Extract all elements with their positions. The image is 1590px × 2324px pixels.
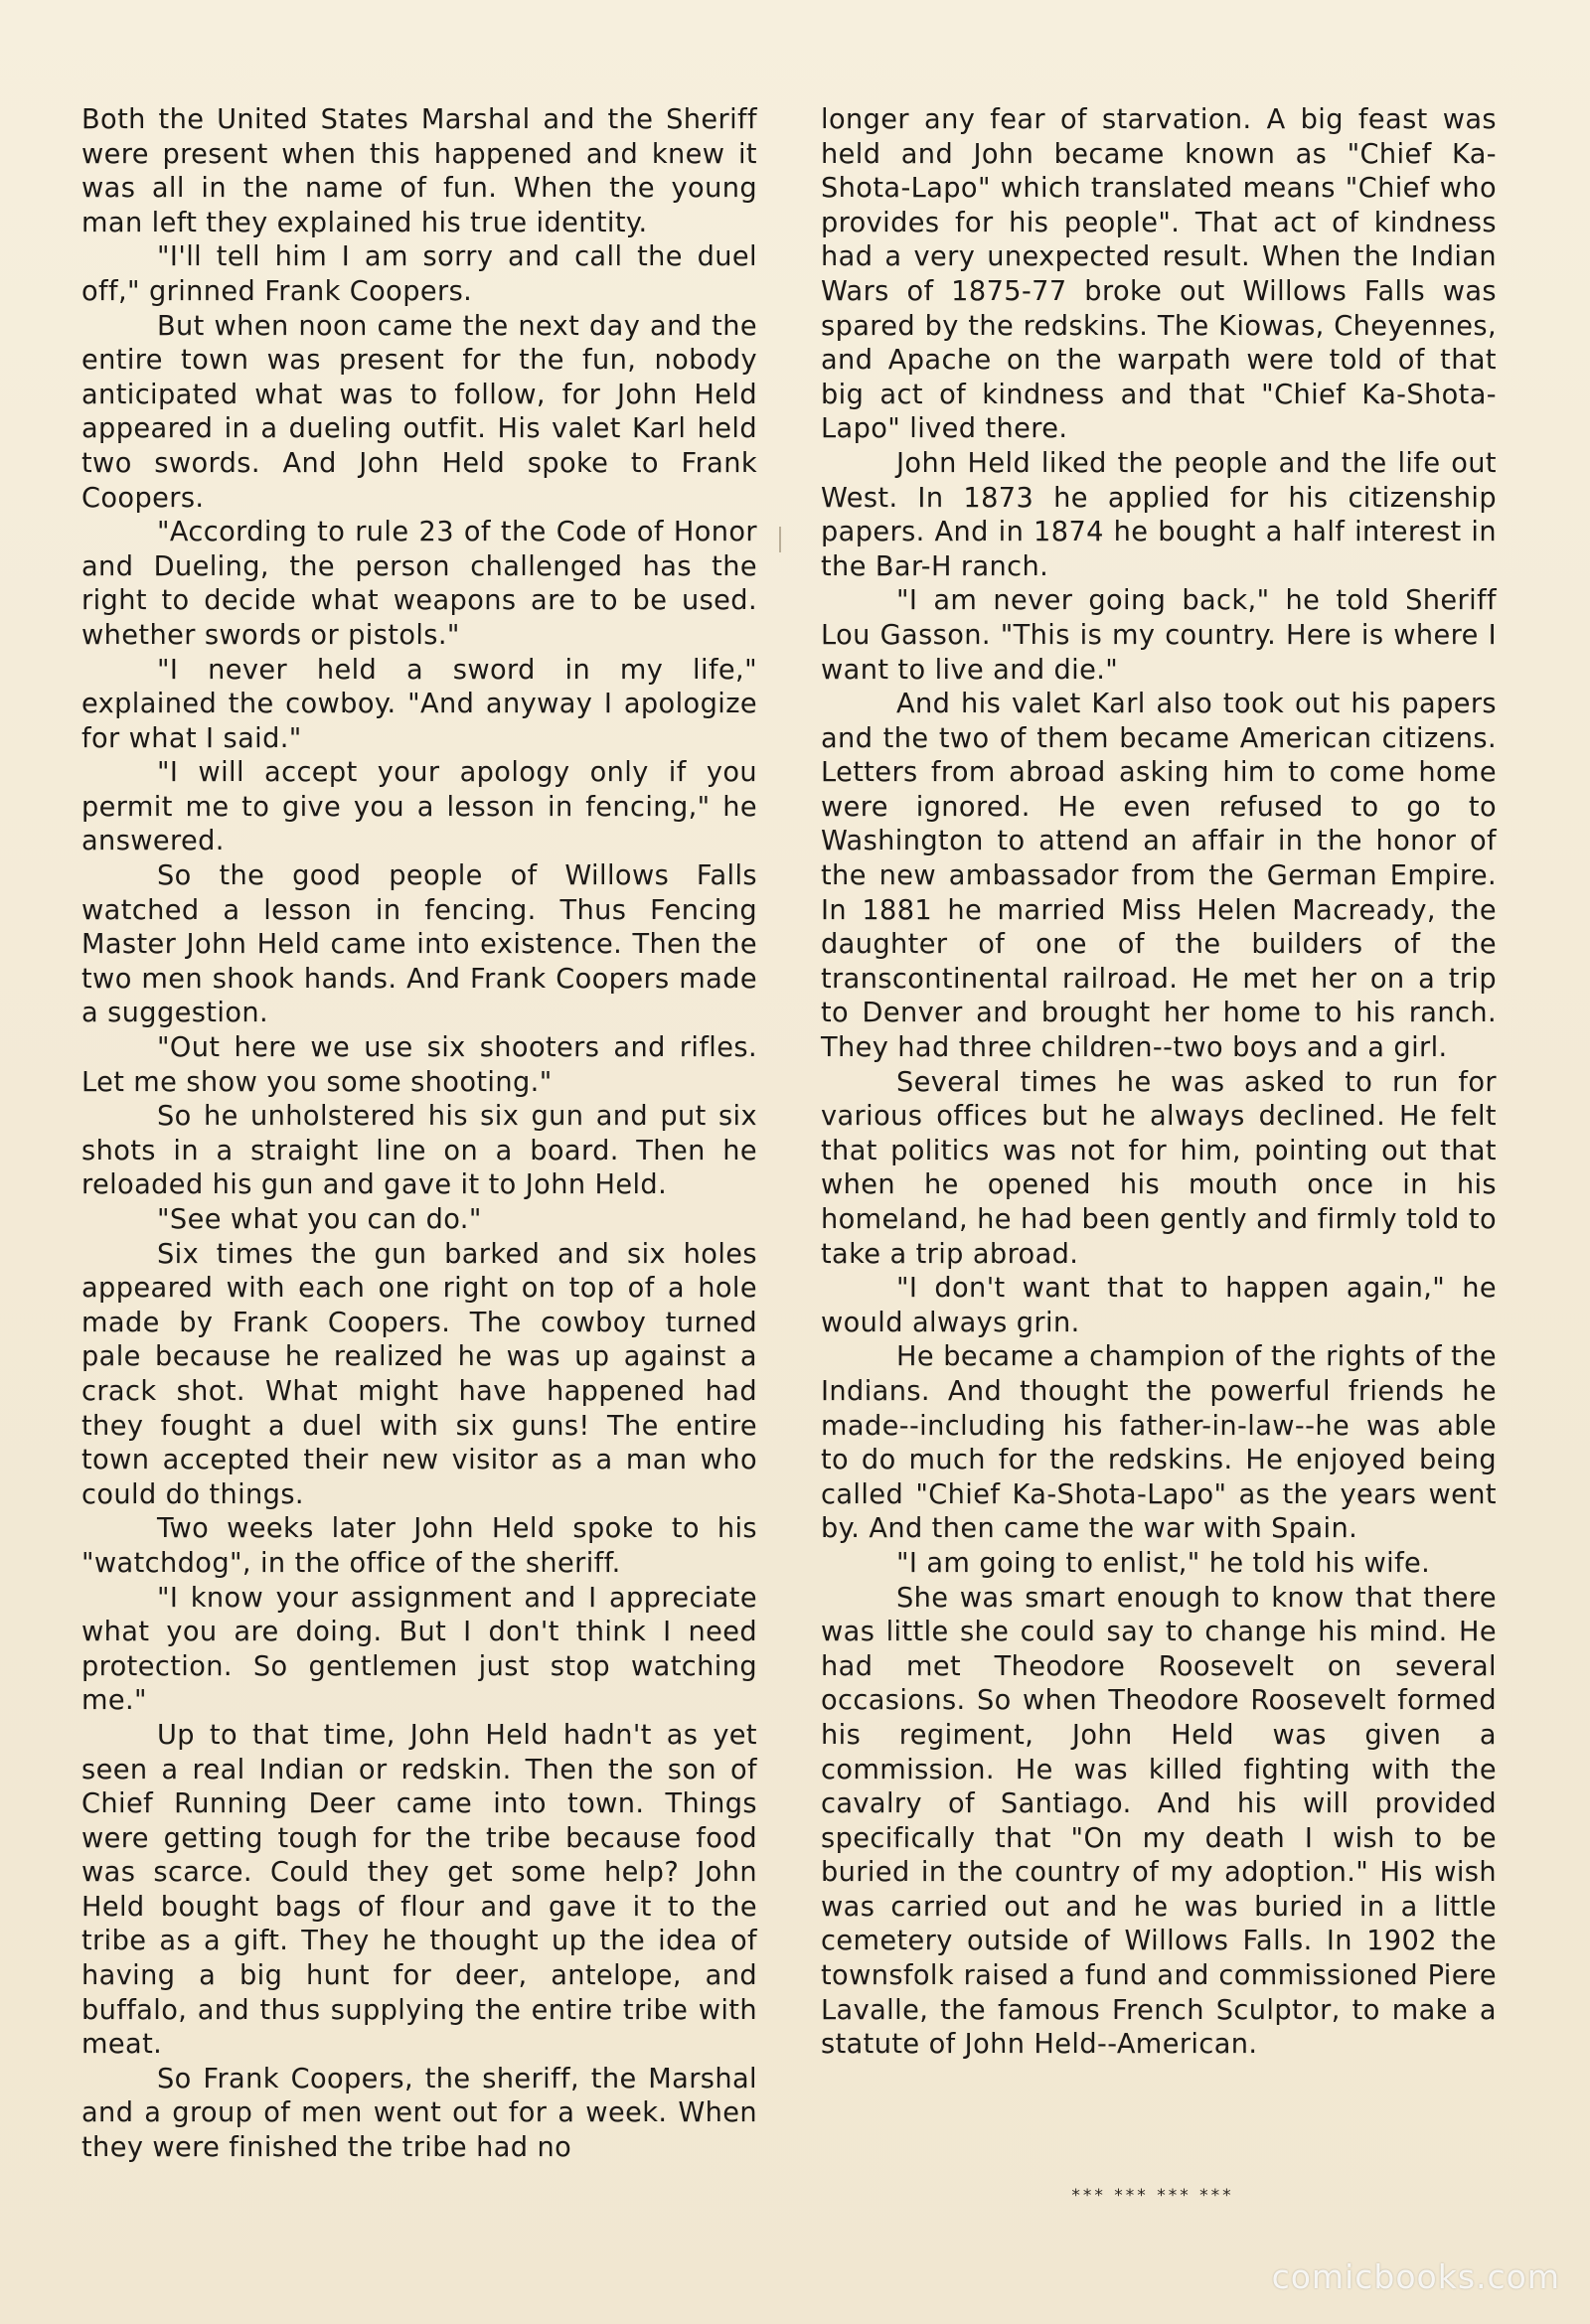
paragraph: "I am never going back," he told Sheriff Lou Gasson. "This is my country. Here is where I want to live and die."	[821, 585, 1497, 686]
paragraph: Two weeks later John Held spoke to his "watchdog", in the office of the sheriff.	[81, 1513, 757, 1579]
paragraph: But when noon came the next day and the entire town was present for the fun, nobody anticipated what was to follow, for John Held appeared in a dueling outfit. His valet Karl held two swords. And John Held spoke to Frank Coopers.	[81, 310, 757, 514]
left-text-column	[81, 103, 757, 2166]
column-divider	[779, 527, 781, 552]
paragraph: John Held liked the people and the life out West. In 1873 he applied for his citizenship papers. And in 1874 he bought a half interest in the Bar-H ranch.	[821, 447, 1497, 582]
paragraph: longer any fear of starvation. A big feast was held and John became known as "Chief Ka-Shota-Lapo" which translated means "Chief who provides for his people". That act of kindness had a very unexpected result. When the Indian Wars of 1875-77 broke out Willows Falls was spared by the redskins. The Kiowas, Cheyennes, and Apache on the warpath were told of that big act of kindness and that "Chief Ka-Shota-Lapo" lived there.	[821, 104, 1497, 445]
paragraph: So he unholstered his six gun and put six shots in a straight line on a board. Then he reloaded his gun and gave it to John Held.	[81, 1101, 757, 1201]
paragraph: "I don't want that to happen again," he would always grin.	[821, 1273, 1497, 1338]
end-of-story-mark: *** *** *** ***	[1071, 2186, 1234, 2206]
paragraph: Several times he was asked to run for various offices but he always declined. He felt that politics was not for him, pointing out that when he opened his mouth once in his homeland, he had been gently and firmly told to take a trip abroad.	[821, 1066, 1497, 1270]
paragraph: Both the United States Marshal and the Sheriff were present when this happened and knew it was all in the name of fun. When the young man left they explained his true identity.	[81, 104, 757, 238]
paragraph: "See what you can do."	[157, 1204, 482, 1235]
paragraph: She was smart enough to know that there was little she could say to change his mind. He had met Theodore Roosevelt on several occasions. So when Theodore Roosevelt formed his regiment, John Held was given a commission. He was killed fighting with the cavalry of Santiago. And his will provided specifically that "On my death I wish to be buried in the country of my adoption." His wish was carried out and he was buried in a little cemetery outside of Willows Falls. In 1902 the townsfolk raised a fund and commissioned Piere Lavalle, the famous French Sculptor, to make a statute of John Held--American.	[821, 1582, 1497, 2061]
paragraph: So the good people of Willows Falls watched a lesson in fencing. Thus Fencing Master John Held came into existence. Then the two men shook hands. And Frank Coopers made a suggestion.	[81, 860, 757, 1029]
paragraph: "I never held a sword in my life," explained the cowboy. "And anyway I apologize for what I said."	[81, 654, 757, 754]
paragraph: "I know your assignment and I appreciate what you are doing. But I don't think I need protection. So gentlemen just stop watching me."	[81, 1582, 757, 1717]
paragraph: "According to rule 23 of the Code of Honor and Dueling, the person challenged has the right to decide what weapons are to be used. whether swords or pistols."	[81, 517, 757, 651]
paragraph: And his valet Karl also took out his papers and the two of them became American citizens. Letters from abroad asking him to come home were ignored. He even refused to go to Washington to attend an affair in the honor of the new ambassador from the German Empire. In 1881 he married Miss Helen Macready, the daughter of one of the builders of the transcontinental railroad. He met her on a trip to Denver and brought her home to his ranch. They had three children--two boys and a girl.	[821, 689, 1497, 1064]
right-text-column	[821, 103, 1497, 2063]
paragraph: "I'll tell him I am sorry and call the duel off," grinned Frank Coopers.	[81, 241, 757, 307]
paragraph: He became a champion of the rights of the Indians. And thought the powerful friends he made--including his father-in-law--he was able to do much for the redskins. He enjoyed being called "Chief Ka-Shota-Lapo" as the years went by. And then came the war with Spain.	[821, 1341, 1497, 1545]
paragraph: "I am going to enlist," he told his wife.	[896, 1547, 1431, 1579]
paragraph: "I will accept your apology only if you permit me to give you a lesson in fencing," he answered.	[81, 757, 757, 857]
paragraph: "Out here we use six shooters and rifles. Let me show you some shooting."	[81, 1032, 757, 1098]
site-watermark: comicbooks.com	[1271, 2257, 1560, 2296]
paragraph: Up to that time, John Held hadn't as yet seen a real Indian or redskin. Then the son of Chief Running Deer came into town. Things were getting tough for the tribe because food was scarce. Could they get some help? John Held bought bags of flour and gave it to the tribe as a gift. They he thought up the idea of having a big hunt for deer, antelope, and buffalo, and thus supplying the entire tribe with meat.	[81, 1719, 757, 2061]
paragraph: Six times the gun barked and six holes appeared with each one right on top of a hole made by Frank Coopers. The cowboy turned pale because he realized he was up against a crack shot. What might have happened had they fought a duel with six guns! The entire town accepted their new visitor as a man who could do things.	[81, 1238, 757, 1510]
paragraph: So Frank Coopers, the sheriff, the Marshal and a group of men went out for a week. When they were finished the tribe had no	[81, 2063, 757, 2164]
